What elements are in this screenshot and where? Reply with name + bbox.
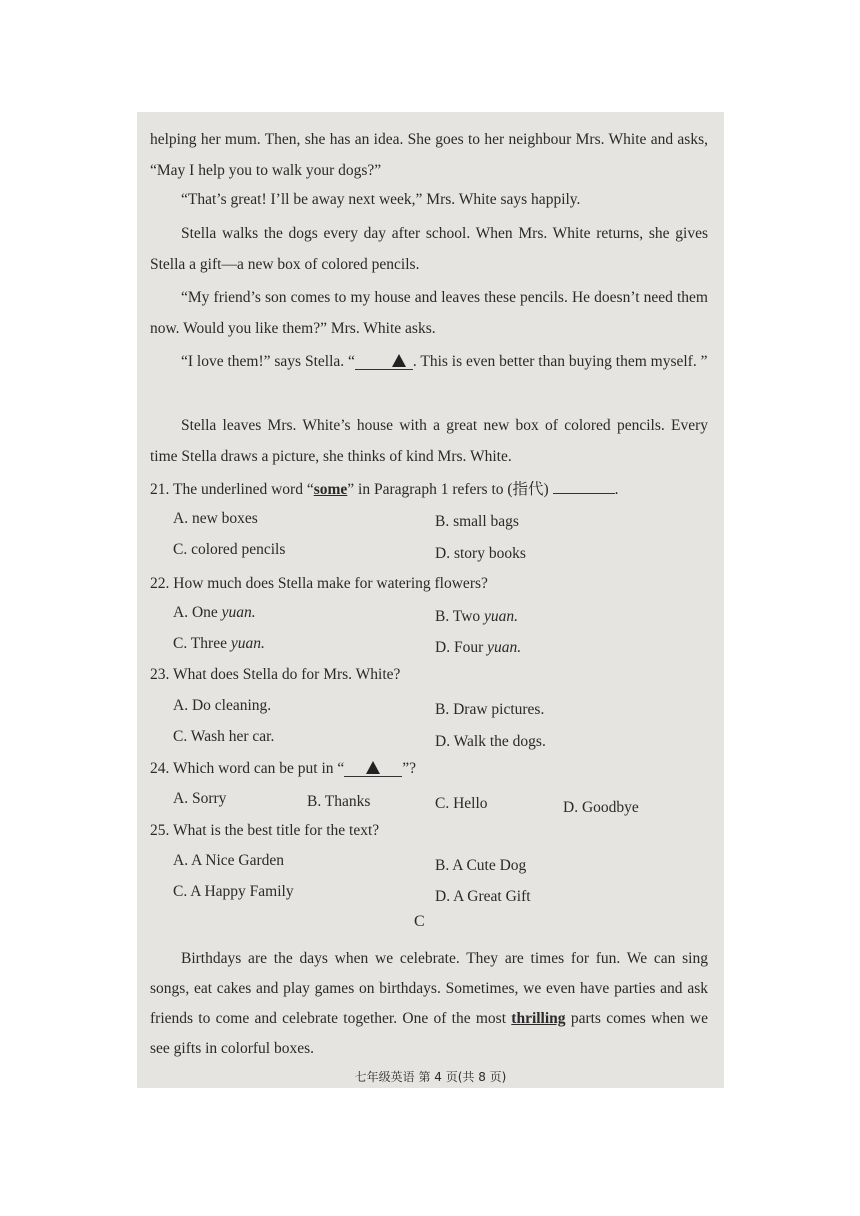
paragraph-5-end: . This is even better than buying them myself. ” [412, 353, 708, 370]
question-23: 23. What does Stella do for Mrs. White? [150, 666, 401, 683]
answer-blank [355, 354, 413, 370]
triangle-icon [392, 354, 406, 367]
option-25c: C. A Happy Family [173, 883, 294, 900]
option-21d: D. story books [435, 545, 526, 562]
option-23a: A. Do cleaning. [173, 697, 272, 714]
option-22c-label: C. Three [173, 635, 231, 652]
option-22d [435, 637, 521, 659]
option-23b: B. Draw pictures. [435, 701, 545, 718]
paragraph-2: “That’s great! I’ll be away next week,” Mrs. White says happily. [181, 191, 581, 208]
section-label: C [414, 913, 425, 930]
option-22a [173, 602, 256, 624]
option-21c: C. colored pencils [173, 541, 286, 558]
section-c-keyword: thrilling [511, 1010, 566, 1027]
section-c-paragraph [150, 944, 708, 1064]
paragraph-6: Stella leaves Mrs. White’s house with a great new box of colored pencils. Every time Stella draws a picture, she thinks of kind Mrs. White. [150, 417, 708, 465]
question-24 [150, 758, 416, 780]
exam-page [137, 112, 724, 1088]
option-22c [173, 633, 265, 655]
paragraph-5 [150, 346, 708, 377]
question-21-stem-end: ” in Paragraph 1 refers to (指代) [347, 481, 549, 498]
question-21: 21. The underlined word “some” in Paragraph 1 refers to (指代) . [150, 481, 619, 498]
option-24b: B. Thanks [307, 793, 371, 810]
option-23d: D. Walk the dogs. [435, 733, 546, 750]
page-footer: 七年级英语 第 4 页(共 8 页) [354, 1070, 507, 1084]
question-25: 25. What is the best title for the text? [150, 822, 380, 839]
option-22b [435, 606, 518, 628]
option-25b: B. A Cute Dog [435, 857, 527, 874]
question-24-stem-start: 24. Which word can be put in “ [150, 760, 345, 777]
paragraph-1: helping her mum. Then, she has an idea. She goes to her neighbour Mrs. White and asks, “May I help you to walk your dogs?” [150, 131, 708, 179]
section-c-text-start: Birthdays are the days when we celebrate. They are times for fun. We can sing songs, eat cakes and play games on birthdays. Sometimes, we even have parties and ask friends to come and celebrate together. One of the most [150, 950, 708, 1027]
option-22c-word: yuan. [230, 635, 265, 652]
triangle-icon [366, 761, 380, 774]
paragraph-5-start: “I love them!” says Stella. “ [181, 353, 355, 370]
question-21-stem-start: 21. The underlined word “ [150, 481, 314, 498]
option-25d: D. A Great Gift [435, 888, 531, 905]
paragraph-3: Stella walks the dogs every day after school. When Mrs. White returns, she gives Stella a gift—a new box of colored pencils. [150, 225, 708, 273]
answer-blank [553, 479, 615, 494]
option-22b-word: yuan. [484, 608, 519, 625]
option-24c: C. Hello [435, 795, 488, 812]
option-22a-word: yuan. [221, 604, 256, 621]
option-24d: D. Goodbye [563, 799, 639, 816]
option-21a: A. new boxes [173, 510, 258, 527]
option-25a: A. A Nice Garden [173, 852, 285, 869]
question-21-keyword: some [313, 481, 348, 498]
option-24a: A. Sorry [173, 790, 227, 807]
option-21b: B. small bags [435, 513, 519, 530]
question-24-stem-end: ”? [402, 760, 417, 777]
answer-blank [344, 761, 402, 777]
option-22a-label: A. One [173, 604, 222, 621]
option-22b-label: B. Two [435, 608, 485, 625]
paragraph-4: “My friend’s son comes to my house and leaves these pencils. He doesn’t need them now. Would you like them?” Mrs. White asks. [150, 289, 708, 337]
option-23c: C. Wash her car. [173, 728, 275, 745]
question-22: 22. How much does Stella make for watering flowers? [150, 575, 488, 592]
option-22d-word: yuan. [487, 639, 522, 656]
section-c-text-end: parts comes when we see gifts in colorful boxes. [150, 1010, 708, 1057]
option-22d-label: D. Four [435, 639, 488, 656]
